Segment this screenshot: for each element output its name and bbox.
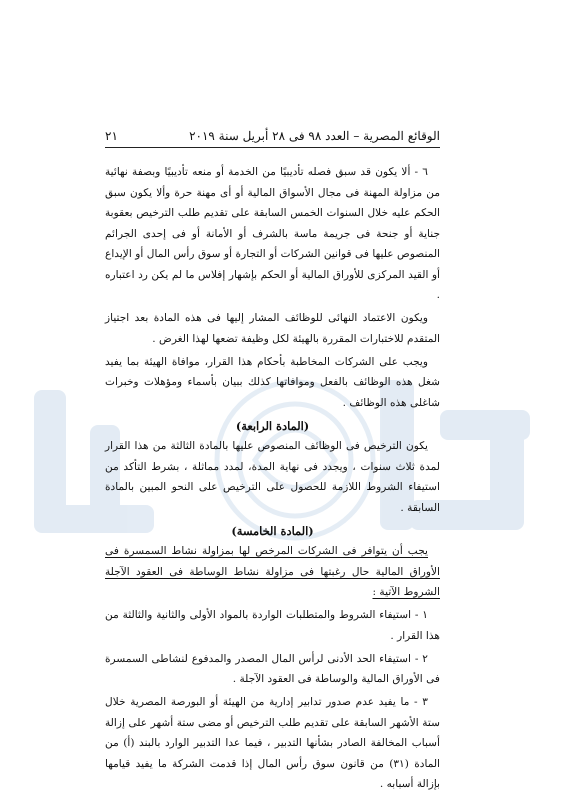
page-header [105,127,440,145]
document-body [105,162,440,797]
article-4-text: يكون الترخيص فى الوظائف المنصوص عليها بالمادة الثالثة من هذا القرار لمدة ثلاث سنوات ، ويجدد فى نهاية المدة، لمدد مماثلة ، بشرط التأكد من استيفاء الشروط اللازمة للحصول على الترخيص على النحو المبين بالمادة السابقة . [105,440,440,514]
article-5-text: يجب أن يتوافر فى الشركات المرخص لها بمزاولة نشاط السمسرة فى الأوراق المالية حال رغبتها فى مزاولة نشاط الوساطة فى العقود الآجلة الشروط الآتية : [105,545,440,598]
header-divider [105,147,440,148]
list-item-1: ١ - استيفاء الشروط والمتطلبات الواردة بالمواد الأولى والثانية والثالثة من هذا القرار . [105,609,440,642]
article-4-heading: (المادة الرابعة) [235,418,310,433]
condition-6-paragraph: ٦ - ألا يكون قد سبق فصله تأديبيًا من الخدمة أو منعه تأديبيًا وبصفة نهائية من مزاولة المهنة فى مجال الأسواق المالية أو أى مهنة حرة وألا يكون سبق الحكم عليه خلال السنوات الخمس السابقة على تقديم طلب الترخيص بعقوبة جناية أو جنحة فى جريمة ماسة بالشرف أو الأمانة أو فى إحدى الجرائم المنصوص عليها فى قوانين الشركات أو التجارة أو سوق رأس المال أو الإيداع أو القيد المركزى للأوراق المالية أو الحكم بإشهار إفلاس ما لم يكن رد اعتباره . [105,166,440,301]
list-item-2: ٢ - استيفاء الحد الأدنى لرأس المال المصدر والمدفوع لنشاطى السمسرة فى الأوراق المالية والوساطة فى العقود الآجلة . [105,652,440,685]
final-approval-paragraph: ويكون الاعتماد النهائى للوظائف المشار إليها فى هذه المادة بعد اجتياز المتقدم للاختبارات المقررة بالهيئة لكل وظيفة تضعها لهذا الغرض . [105,312,440,345]
header-title: الوقائع المصرية – العدد ٩٨ فى ٢٨ أبريل سنة ٢٠١٩ [189,129,440,143]
list-item-3: ٣ - ما يفيد عدم صدور تدابير إدارية من الهيئة أو البورصة المصرية خلال ستة الأشهر السابقة على تقديم طلب الترخيص أو مضى ستة أشهر على إزالة أسباب المخالفة الصادر بشأنها التدبير ، فيما عدا التدبير الوارد بالبند (أ) من المادة (٣١) من قانون سوق رأس المال إذا قدمت الشركة ما يفيد قيامها بإزالة أسبابه . [105,696,440,790]
notification-paragraph: ويجب على الشركات المخاطبة بأحكام هذا القرار، موافاة الهيئة بما يفيد شغل هذه الوظائف بالفعل وموافاتها كذلك ببيان بأسماء ومؤهلات وخبرات شاغلى هذه الوظائف . [105,355,440,409]
article-5-heading: (المادة الخامسة) [231,523,314,538]
page-number: ٢١ [105,129,118,143]
